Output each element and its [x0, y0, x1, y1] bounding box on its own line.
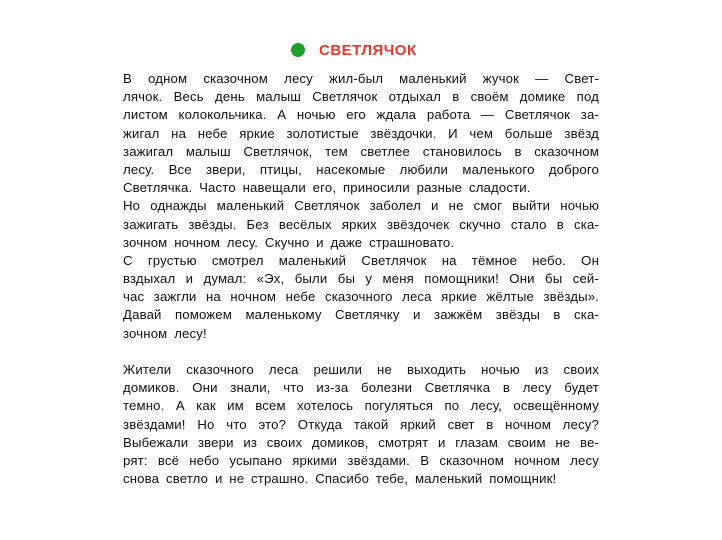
story-line: жигал на небе яркие золотистые звёздочки. И чем больше звёзд [123, 125, 599, 141]
story-title: СВЕТЛЯЧОК [319, 41, 417, 59]
story-line: рят: всё небо усыпано яркими звёздами. В сказочном ночном лесу [123, 452, 599, 468]
story-line: Но однажды маленький Светлячок заболел и не смог выйти ночью [123, 198, 599, 214]
story-text [123, 70, 599, 488]
story-line: домиков. Они знали, что из-за болезни Светлячка в лесу будет [123, 380, 599, 396]
story-line: С грустью смотрел маленький Светлячок на тёмное небо. Он [123, 252, 599, 268]
story-line: лесу. Все звери, птицы, насекомые любили маленького доброго [123, 161, 599, 177]
story-line: лячок. Весь день малыш Светлячок отдыхал в своём домике под [123, 89, 599, 105]
story-line: Давай поможем маленькому Светлячку и зажжём звёзды в ска- [123, 307, 599, 323]
story-line: Выбежали звери из своих домиков, смотрят и глазам своим не ве- [123, 434, 599, 450]
story-line: Светлячка. Часто навещали его, приносили разные сладости. [123, 180, 531, 196]
story-line: листом колокольчика. А ночью его ждала работа — Светлячок за- [123, 107, 599, 123]
green-bullet-icon [291, 43, 305, 57]
story-line: Жители сказочного леса решили не выходить ночью из своих [123, 362, 599, 377]
story-line: звёздами! Но что это? Откуда такой яркий свет в ночном лесу? [123, 416, 599, 432]
story-line: вздыхал и думал: «Эх, были бы у меня помощники! Они бы сей- [123, 271, 599, 287]
story-line: снова светло и не страшно. Спасибо тебе, маленький помощник! [123, 471, 557, 487]
story-line: зочном лесу! [123, 325, 207, 341]
story-line: В одном сказочном лесу жил-был маленький жучок — Свет- [123, 71, 599, 86]
story-line: зочном ночном лесу. Скучно и даже страшновато. [123, 234, 455, 250]
story-line: час зажгли на ночном небе сказочного леса яркие жёлтые звёзды». [123, 289, 599, 305]
story-title-row [291, 40, 417, 60]
story-line: зажигал малыш Светлячок, тем светлее становилось в сказочном [123, 143, 599, 159]
story-line: зажигать звёзды. Без весёлых ярких звёздочек скучно стало в ска- [123, 216, 599, 232]
story-line: темно. А как им всем хотелось погуляться по лесу, освещённому [123, 398, 599, 414]
paragraph-gap [123, 343, 599, 361]
